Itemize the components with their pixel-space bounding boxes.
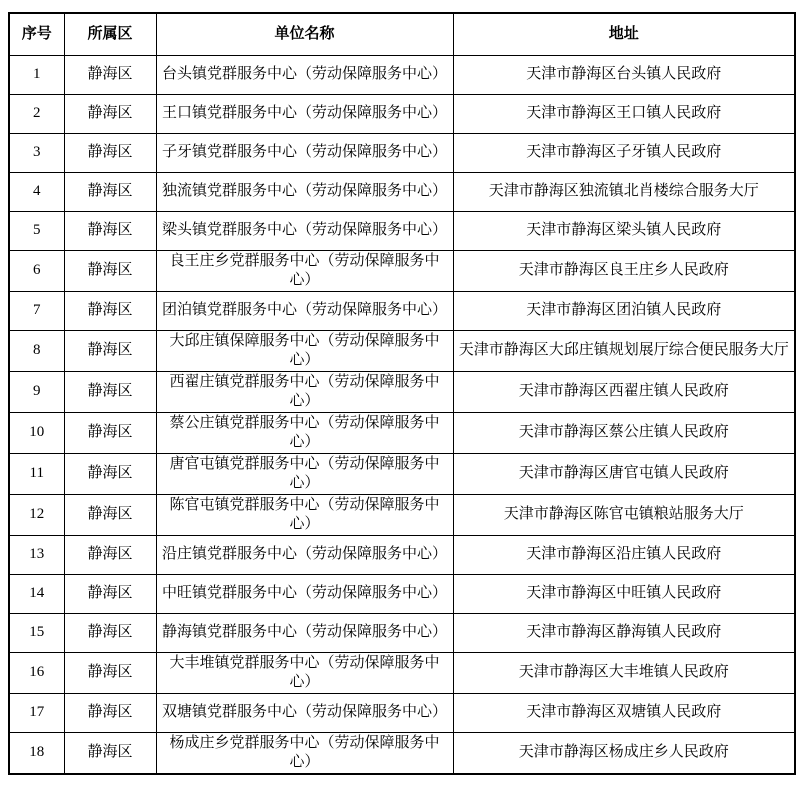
- cell-address: 天津市静海区唐官屯镇人民政府: [453, 453, 795, 494]
- cell-district: 静海区: [64, 613, 156, 652]
- cell-unit-name: 静海镇党群服务中心（劳动保障服务中心）: [156, 613, 453, 652]
- cell-unit-name: 西翟庄镇党群服务中心（劳动保障服务中心）: [156, 371, 453, 412]
- table-row: [9, 94, 795, 133]
- cell-index: 6: [9, 250, 64, 291]
- cell-index: 7: [9, 291, 64, 330]
- cell-address: 天津市静海区大邱庄镇规划展厅综合便民服务大厅: [453, 330, 795, 371]
- cell-unit-name: 台头镇党群服务中心（劳动保障服务中心）: [156, 55, 453, 94]
- cell-address: 天津市静海区团泊镇人民政府: [453, 291, 795, 330]
- cell-index: 13: [9, 535, 64, 574]
- cell-district: 静海区: [64, 250, 156, 291]
- cell-unit-name: 子牙镇党群服务中心（劳动保障服务中心）: [156, 133, 453, 172]
- cell-address: 天津市静海区大丰堆镇人民政府: [453, 652, 795, 693]
- cell-index: 15: [9, 613, 64, 652]
- table-row: [9, 250, 795, 291]
- table-row: [9, 535, 795, 574]
- table-row: [9, 613, 795, 652]
- cell-index: 17: [9, 693, 64, 732]
- cell-address: 天津市静海区双塘镇人民政府: [453, 693, 795, 732]
- cell-district: 静海区: [64, 453, 156, 494]
- cell-index: 11: [9, 453, 64, 494]
- cell-district: 静海区: [64, 55, 156, 94]
- cell-address: 天津市静海区台头镇人民政府: [453, 55, 795, 94]
- cell-district: 静海区: [64, 693, 156, 732]
- table-row: [9, 652, 795, 693]
- cell-district: 静海区: [64, 330, 156, 371]
- cell-unit-name: 大丰堆镇党群服务中心（劳动保障服务中心）: [156, 652, 453, 693]
- cell-unit-name: 大邱庄镇保障服务中心（劳动保障服务中心）: [156, 330, 453, 371]
- cell-address: 天津市静海区梁头镇人民政府: [453, 211, 795, 250]
- cell-index: 4: [9, 172, 64, 211]
- cell-address: 天津市静海区陈官屯镇粮站服务大厅: [453, 494, 795, 535]
- cell-unit-name: 王口镇党群服务中心（劳动保障服务中心）: [156, 94, 453, 133]
- cell-index: 2: [9, 94, 64, 133]
- table-row: [9, 211, 795, 250]
- cell-district: 静海区: [64, 211, 156, 250]
- table-row: [9, 693, 795, 732]
- col-header-index: 序号: [9, 13, 64, 55]
- cell-address: 天津市静海区蔡公庄镇人民政府: [453, 412, 795, 453]
- cell-unit-name: 团泊镇党群服务中心（劳动保障服务中心）: [156, 291, 453, 330]
- service-centers-table: [8, 12, 796, 775]
- col-header-unit-name: 单位名称: [156, 13, 453, 55]
- cell-address: 天津市静海区中旺镇人民政府: [453, 574, 795, 613]
- cell-index: 16: [9, 652, 64, 693]
- cell-index: 5: [9, 211, 64, 250]
- cell-district: 静海区: [64, 652, 156, 693]
- cell-index: 1: [9, 55, 64, 94]
- cell-unit-name: 蔡公庄镇党群服务中心（劳动保障服务中心）: [156, 412, 453, 453]
- table-row: [9, 732, 795, 774]
- cell-unit-name: 杨成庄乡党群服务中心（劳动保障服务中心）: [156, 732, 453, 774]
- cell-index: 12: [9, 494, 64, 535]
- cell-district: 静海区: [64, 94, 156, 133]
- cell-index: 9: [9, 371, 64, 412]
- cell-district: 静海区: [64, 574, 156, 613]
- cell-unit-name: 沿庄镇党群服务中心（劳动保障服务中心）: [156, 535, 453, 574]
- cell-unit-name: 唐官屯镇党群服务中心（劳动保障服务中心）: [156, 453, 453, 494]
- cell-address: 天津市静海区杨成庄乡人民政府: [453, 732, 795, 774]
- table-row: [9, 412, 795, 453]
- cell-unit-name: 独流镇党群服务中心（劳动保障服务中心）: [156, 172, 453, 211]
- cell-unit-name: 良王庄乡党群服务中心（劳动保障服务中心）: [156, 250, 453, 291]
- cell-unit-name: 中旺镇党群服务中心（劳动保障服务中心）: [156, 574, 453, 613]
- cell-address: 天津市静海区西翟庄镇人民政府: [453, 371, 795, 412]
- table-row: [9, 133, 795, 172]
- table-row: [9, 494, 795, 535]
- cell-index: 3: [9, 133, 64, 172]
- cell-address: 天津市静海区沿庄镇人民政府: [453, 535, 795, 574]
- cell-address: 天津市静海区良王庄乡人民政府: [453, 250, 795, 291]
- table-row: [9, 371, 795, 412]
- cell-address: 天津市静海区独流镇北肖楼综合服务大厅: [453, 172, 795, 211]
- cell-address: 天津市静海区王口镇人民政府: [453, 94, 795, 133]
- cell-unit-name: 双塘镇党群服务中心（劳动保障服务中心）: [156, 693, 453, 732]
- cell-district: 静海区: [64, 291, 156, 330]
- cell-address: 天津市静海区静海镇人民政府: [453, 613, 795, 652]
- cell-unit-name: 陈官屯镇党群服务中心（劳动保障服务中心）: [156, 494, 453, 535]
- cell-index: 18: [9, 732, 64, 774]
- cell-index: 14: [9, 574, 64, 613]
- header-row: [9, 13, 795, 55]
- cell-index: 8: [9, 330, 64, 371]
- cell-address: 天津市静海区子牙镇人民政府: [453, 133, 795, 172]
- cell-district: 静海区: [64, 494, 156, 535]
- col-header-address: 地址: [453, 13, 795, 55]
- table-row: [9, 291, 795, 330]
- table-row: [9, 574, 795, 613]
- col-header-district: 所属区: [64, 13, 156, 55]
- cell-district: 静海区: [64, 535, 156, 574]
- table-row: [9, 172, 795, 211]
- cell-index: 10: [9, 412, 64, 453]
- cell-district: 静海区: [64, 412, 156, 453]
- table-row: [9, 453, 795, 494]
- table-row: [9, 55, 795, 94]
- cell-district: 静海区: [64, 732, 156, 774]
- cell-district: 静海区: [64, 133, 156, 172]
- cell-unit-name: 梁头镇党群服务中心（劳动保障服务中心）: [156, 211, 453, 250]
- cell-district: 静海区: [64, 371, 156, 412]
- cell-district: 静海区: [64, 172, 156, 211]
- table-row: [9, 330, 795, 371]
